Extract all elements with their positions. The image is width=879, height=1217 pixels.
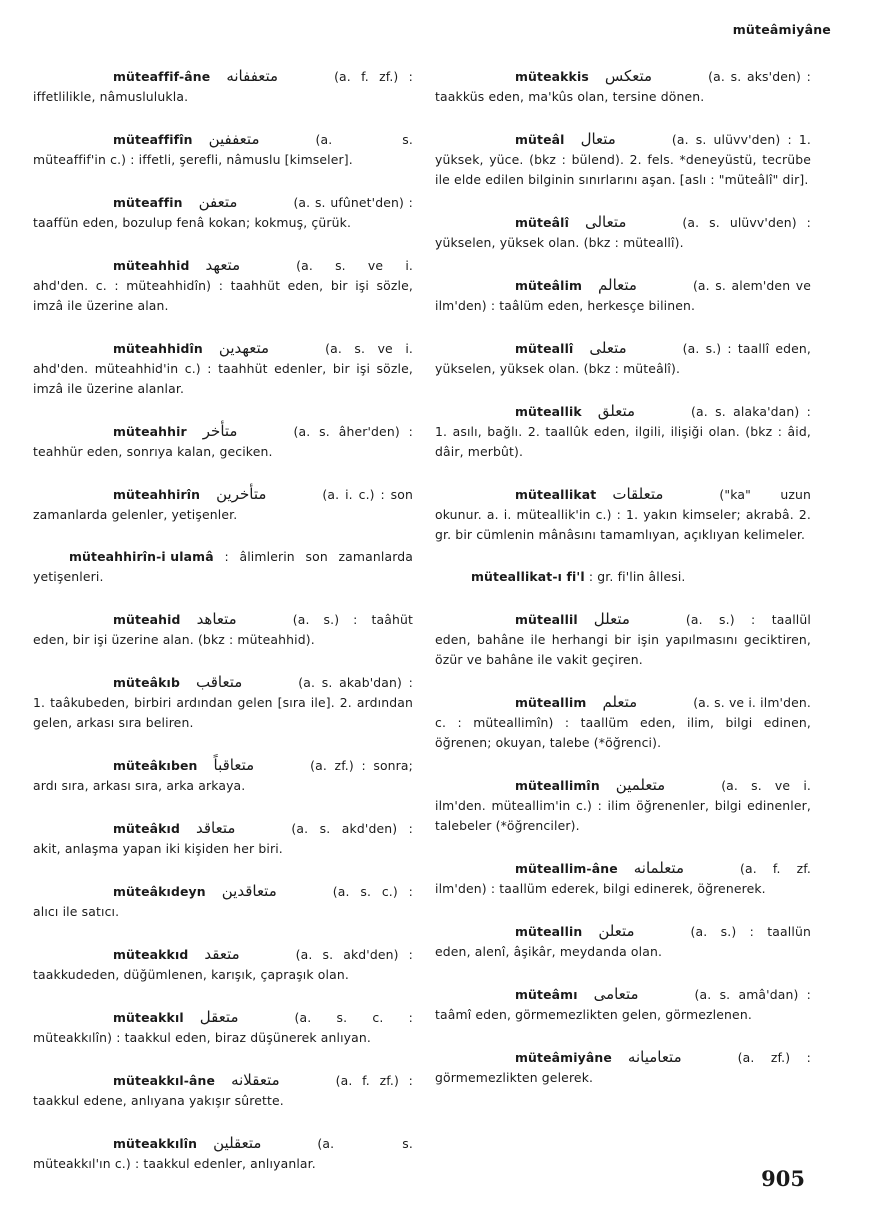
definition: (a. f. zf.) : iffetlilikle, nâmuslulukla. <box>33 69 413 104</box>
headword: müteakkis <box>515 69 589 84</box>
headword: müteallik <box>515 404 582 419</box>
headword: müteakkıl <box>113 1010 184 1025</box>
arabic-script: متعهد <box>205 256 241 274</box>
arabic-script: متعلن <box>598 922 635 940</box>
dictionary-entry <box>435 1047 811 1088</box>
arabic-script: متعلل <box>593 610 630 628</box>
page-number: 905 <box>761 1166 805 1191</box>
arabic-script: متعقلانه <box>231 1071 280 1089</box>
dictionary-entry <box>435 401 811 462</box>
headword: müteakkıd <box>113 947 189 962</box>
definition: (a. s.) : taâhüt eden, bir işi üzerine alan. (bkz : müteahhid). <box>33 612 413 647</box>
definition: (a. s. aks'den) : taakküs eden, ma'kûs olan, tersine dönen. <box>435 69 811 104</box>
headword: müteallimîn <box>515 778 600 793</box>
arabic-script: متعاقب <box>195 673 243 691</box>
headword: müteahhidîn <box>113 341 203 356</box>
definition: (a. s. alaka'dan) : 1. asılı, bağlı. 2. taallûk eden, ilgili, ilişiği olan. (bkz : âid, dâir, merbût). <box>435 404 811 459</box>
definition: (a. i. c.) : son zamanlarda gelenler, yetişenler. <box>33 487 413 522</box>
definition: (a. s. akab'dan) : 1. taâkubeden, birbiri ardından gelen [sıra ile]. 2. ardından gelen, arkası sıra beliren. <box>33 675 413 730</box>
arabic-script: متعقد <box>204 945 240 963</box>
definition: : gr. fi'lin âllesi. <box>588 569 686 584</box>
right-column <box>435 66 811 1110</box>
headword: müteâmiyâne <box>515 1050 612 1065</box>
headword: müteallikat-ı fi'l <box>471 569 585 584</box>
definition: (a. s. ve i. ilm'den. c. : müteallimîn) : taallüm eden, ilim, bilgi edinen, öğrenen; okuyan, talebe (*öğrenci). <box>435 695 811 750</box>
dictionary-entry <box>435 775 811 836</box>
dictionary-entry <box>33 881 413 922</box>
dictionary-entry <box>435 858 811 899</box>
definition: (a. s. ve i. ilm'den. müteallim'in c.) : ilim öğrenenler, bilgi edinenler, talebeler (*öğrenciler). <box>435 778 811 833</box>
definition: (a. s. müteakkıl'ın c.) : taakkul edenler, anlıyanlar. <box>33 1136 413 1171</box>
headword: müteaffin <box>113 195 183 210</box>
arabic-script: متعففانه <box>226 67 279 85</box>
definition: (a. s. amâ'dan) : taâmî eden, görmemezlikten gelen, görmezlenen. <box>435 987 811 1022</box>
dictionary-entry <box>33 338 413 399</box>
headword: müteaffif-âne <box>113 69 211 84</box>
headword: müteallil <box>515 612 578 627</box>
arabic-script: متأخرين <box>216 485 267 503</box>
definition: (a. s. ve i. ahd'den. müteahhid'in c.) : taahhüt edenler, bir işi sözle, imzâ ile üzerine alanlar. <box>33 341 413 396</box>
definition: (a. s.) : taallün eden, alenî, âşikâr, meydanda olan. <box>435 924 811 959</box>
definition: ("ka" uzun okunur. a. i. müteallik'in c.) : 1. yakın kimseler; akrabâ. 2. gr. bir cümlenin mânâsını tamamlıyan, açıklıyan kelimeler. <box>435 487 811 542</box>
arabic-script: متعاقباً <box>213 756 255 774</box>
dictionary-entry <box>33 129 413 170</box>
dictionary-entry <box>435 484 811 545</box>
headword: müteaffifîn <box>113 132 193 147</box>
definition: (a. s. ve i. ahd'den. c. : müteahhidîn) : taahhüt eden, bir işi sözle, imzâ ile üzerine alan. <box>33 258 413 313</box>
arabic-script: متعقل <box>199 1008 239 1026</box>
running-head: müteâmiyâne <box>732 22 831 37</box>
headword: müteahhid <box>113 258 190 273</box>
dictionary-entry <box>435 921 811 962</box>
dictionary-entry <box>33 755 413 796</box>
definition: (a. s.) : taallül eden, bahâne ile herhangi bir işin yapılmasını geciktiren, özür ve bahâne ile vakit geçiren. <box>435 612 811 667</box>
headword: müteâkıben <box>113 758 198 773</box>
arabic-script: متعالم <box>598 276 637 294</box>
dictionary-entry <box>33 484 413 525</box>
definition: (a. s. âher'den) : teahhür eden, sonrıya kalan, geciken. <box>33 424 413 459</box>
dictionary-entry <box>33 944 413 985</box>
dictionary-entry <box>33 421 413 462</box>
headword: müteâmı <box>515 987 578 1002</box>
headword: müteâkıb <box>113 675 180 690</box>
definition: (a. s. alem'den ve ilm'den) : taâlüm eden, herkesçe bilinen. <box>435 278 811 313</box>
arabic-script: متعامى <box>593 985 639 1003</box>
arabic-script: متعهدين <box>218 339 270 357</box>
arabic-script: متعاميانه <box>627 1048 682 1066</box>
arabic-script: متعاقد <box>195 819 236 837</box>
headword: müteahhirîn <box>113 487 201 502</box>
headword: müteallim <box>515 695 587 710</box>
definition: (a. zf.) : sonra; ardı sıra, arkası sıra, arka arkaya. <box>33 758 413 793</box>
definition: (a. f. zf.) : taakkul edene, anlıyana yakışır sûrette. <box>33 1073 413 1108</box>
dictionary-entry <box>33 66 413 107</box>
dictionary-entry <box>435 212 811 253</box>
dictionary-entry <box>435 984 811 1025</box>
definition: (a. s.) : taallî eden, yükselen, yüksek olan. (bkz : müteâlî). <box>435 341 811 376</box>
dictionary-entry <box>435 609 811 670</box>
dictionary-entry <box>435 66 811 107</box>
arabic-script: متعلى <box>589 339 627 357</box>
arabic-script: متأخر <box>202 422 238 440</box>
definition: (a. s. ulüvv'den) : 1. yüksek, yüce. (bkz : bülend). 2. fels. *deneyüstü, tecrübe ile elde edilen bilginin sınırlarını aşan. [aslı : "müteâlî" dir]. <box>435 132 811 187</box>
arabic-script: متعاقدين <box>221 882 277 900</box>
arabic-script: متعكس <box>604 67 653 85</box>
dictionary-entry <box>435 567 811 587</box>
headword: müteallim-âne <box>515 861 618 876</box>
arabic-script: متعلق <box>597 402 636 420</box>
dictionary-entry <box>33 255 413 316</box>
arabic-script: متعال <box>580 130 616 148</box>
dictionary-entry <box>435 275 811 316</box>
headword: müteahhir <box>113 424 187 439</box>
arabic-script: متعقلين <box>213 1134 262 1152</box>
dictionary-entry <box>33 818 413 859</box>
arabic-script: متعالى <box>584 213 627 231</box>
definition: (a. s. ulüvv'den) : yükselen, yüksek olan. (bkz : müteallî). <box>435 215 811 250</box>
dictionary-entry <box>435 129 811 190</box>
definition: (a. f. zf. ilm'den) : taallüm ederek, bilgi edinerek, öğrenerek. <box>435 861 811 896</box>
definition: (a. s. ufûnet'den) : taaffün eden, bozulup fenâ kokan; kokmuş, çürük. <box>33 195 413 230</box>
dictionary-entry <box>33 192 413 233</box>
definition: (a. s. akd'den) : akit, anlaşma yapan iki kişiden her biri. <box>33 821 413 856</box>
dictionary-entry <box>33 672 413 733</box>
arabic-script: متعفن <box>198 193 238 211</box>
headword: müteâkıdeyn <box>113 884 206 899</box>
dictionary-entry <box>33 547 413 587</box>
dictionary-entry <box>33 609 413 650</box>
definition: (a. s. c.) : alıcı ile satıcı. <box>33 884 413 919</box>
headword: müteahhirîn-i ulamâ <box>69 549 214 564</box>
headword: müteâl <box>515 132 565 147</box>
arabic-script: متعاهد <box>196 610 237 628</box>
headword: müteâlim <box>515 278 583 293</box>
definition: (a. s. akd'den) : taakkudeden, düğümlenen, karışık, çapraşık olan. <box>33 947 413 982</box>
arabic-script: متعلمانه <box>633 859 684 877</box>
arabic-script: متعلمين <box>615 776 666 794</box>
arabic-script: متعففين <box>208 130 260 148</box>
dictionary-entry <box>33 1133 413 1174</box>
definition: : âlimlerin son zamanlarda yetişenleri. <box>33 549 413 584</box>
dictionary-entry <box>33 1007 413 1048</box>
headword: müteâkıd <box>113 821 180 836</box>
headword: müteallin <box>515 924 583 939</box>
headword: müteakkıl-âne <box>113 1073 216 1088</box>
arabic-script: متعلقات <box>612 485 664 503</box>
definition: (a. s. müteaffif'in c.) : iffetli, şerefli, nâmuslu [kimseler]. <box>33 132 413 167</box>
dictionary-entry <box>435 338 811 379</box>
left-column <box>33 66 413 1196</box>
headword: müteakkılîn <box>113 1136 198 1151</box>
dictionary-entry <box>435 692 811 753</box>
dictionary-entry <box>33 1070 413 1111</box>
headword: müteahid <box>113 612 181 627</box>
headword: müteallî <box>515 341 574 356</box>
arabic-script: متعلم <box>602 693 638 711</box>
headword: müteâlî <box>515 215 569 230</box>
definition: (a. s. c. : müteakkılîn) : taakkul eden, biraz düşünerek anlıyan. <box>33 1010 413 1045</box>
definition: (a. zf.) : görmemezlikten gelerek. <box>435 1050 811 1085</box>
headword: müteallikat <box>515 487 597 502</box>
